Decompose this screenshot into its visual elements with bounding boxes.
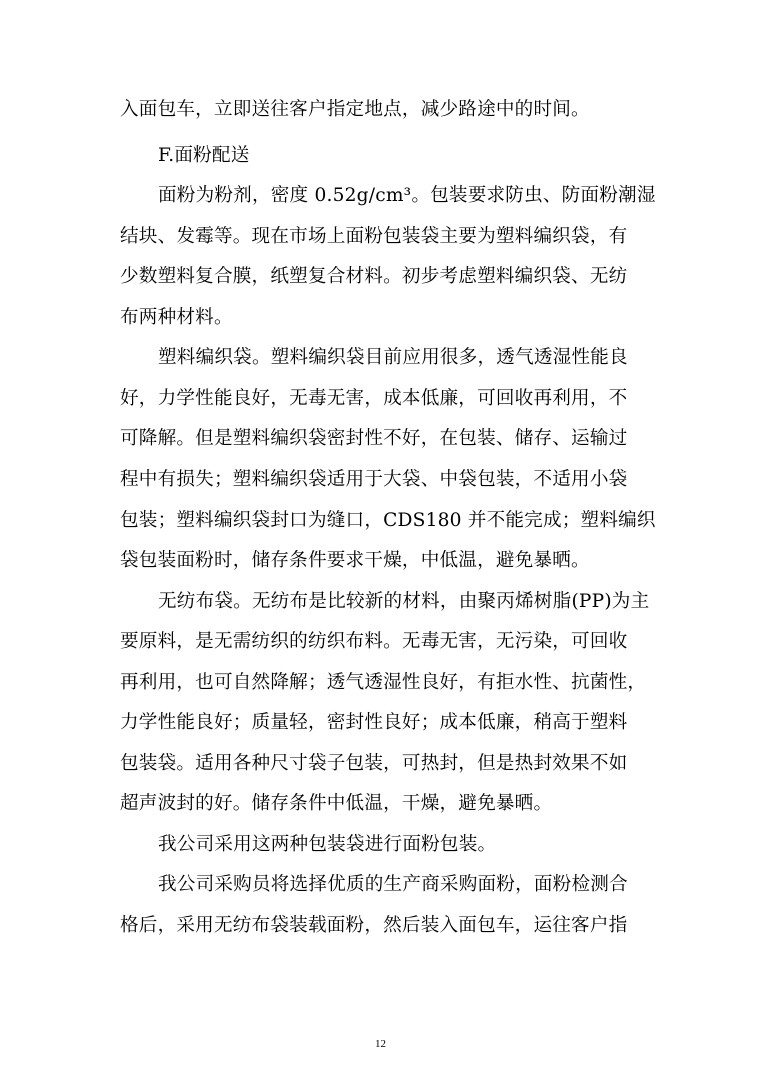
text-line: 包装袋。适用各种尺寸袋子包装，可热封，但是热封效果不如 [120, 753, 628, 774]
text-line: 包装；塑料编织袋封口为缝口，CDS180 并不能完成；塑料编织 [120, 510, 656, 531]
text-line: 面粉为粉剂，密度 0.52g/cm³。包装要求防虫、防面粉潮湿 [158, 185, 656, 206]
text-line: 再利用，也可自然降解；透气透湿性良好，有拒水性、抗菌性， [120, 672, 647, 693]
text-line: 无纺布袋。无纺布是比较新的材料，由聚丙烯树脂(PP)为主 [158, 591, 650, 612]
text-line: 入面包车，立即送往客户指定地点，减少路途中的时间。 [120, 99, 590, 120]
text-line: 程中有损失；塑料编织袋适用于大袋、中袋包装，不适用小袋 [120, 469, 628, 490]
text-line: 力学性能良好；质量轻，密封性良好；成本低廉，稍高于塑料 [120, 712, 628, 733]
text-line: 少数塑料复合膜，纸塑复合材料。初步考虑塑料编织袋、无纺 [120, 266, 628, 287]
text-line: 结块、发霉等。现在市场上面粉包装袋主要为塑料编织袋，有 [120, 226, 628, 247]
text-line: 袋包装面粉时，储存条件要求干燥，中低温，避免暴晒。 [120, 550, 590, 571]
text-line: 超声波封的好。储存条件中低温，干燥，避免暴晒。 [120, 793, 553, 814]
text-line: 布两种材料。 [120, 307, 233, 328]
text-line: 要原料，是无需纺织的纺织布料。无毒无害，无污染，可回收 [120, 631, 628, 652]
text-line: 我公司采用这两种包装袋进行面粉包装。 [158, 834, 497, 855]
text-line: 格后，采用无纺布袋装载面粉，然后装入面包车，运往客户指 [120, 915, 628, 936]
section-heading: F.面粉配送 [158, 145, 250, 166]
text-line: 可降解。但是塑料编织袋密封性不好，在包装、储存、运输过 [120, 428, 628, 449]
text-line: 我公司采购员将选择优质的生产商采购面粉，面粉检测合 [158, 874, 628, 895]
text-line: 好，力学性能良好，无毒无害，成本低廉，可回收再利用，不 [120, 388, 628, 409]
page-number: 12 [375, 1038, 386, 1050]
text-line: 塑料编织袋。塑料编织袋目前应用很多，透气透湿性能良 [158, 347, 628, 368]
